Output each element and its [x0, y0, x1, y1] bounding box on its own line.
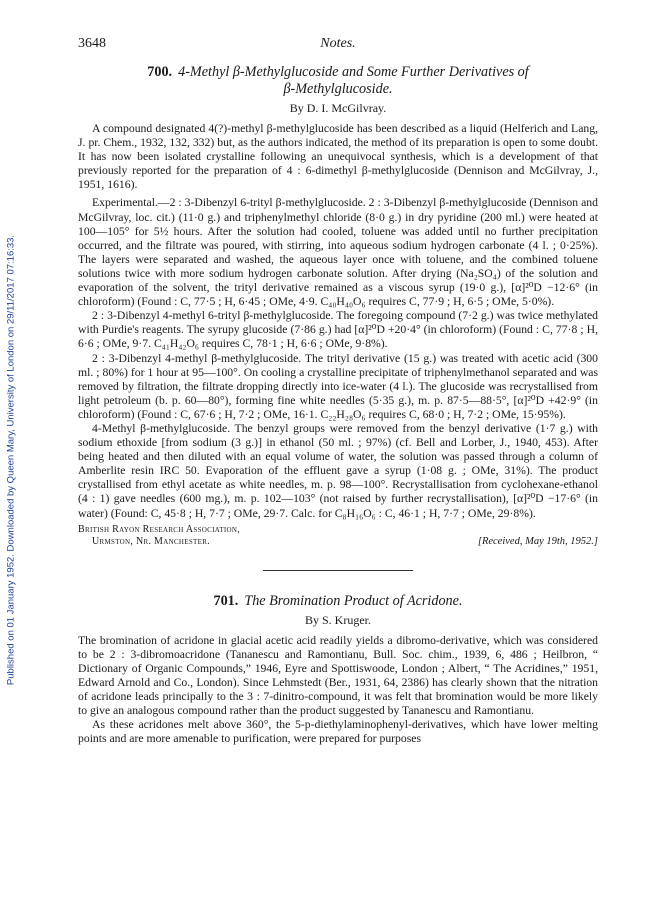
article-701-paragraph: As these acridones melt above 360°, the 5-p-diethylaminophenyl-derivatives, which have lower melting points and are more amenable to purification, were prepared for purposes	[78, 718, 598, 746]
page-number: 3648	[78, 36, 106, 51]
page-header	[78, 36, 598, 58]
article-number: 701.	[213, 592, 239, 609]
article-700-intro: A compound designated 4(?)-methyl β-methylglucoside has been described as a liquid (Helferich and Lang, J. pr. Chem., 1932, 132, 332) but, as the authors indicated, the method of its preparation is open to some doubt. It has now been isolated crystalline following an unequivocal synthesis, which is a development of that previously reported for the preparation of 4 : 6-dimethyl β-methylglucoside (Dennison and McGilvray, J., 1951, 1616).	[78, 122, 598, 192]
side-note-text: Published on 01 January 1952. Downloaded by Queen Mary, University of London on 29/11/2017 07:16:33.	[5, 234, 17, 686]
article-700-byline: By D. I. McGilvray.	[289, 101, 387, 115]
title-line-1: 4-Methyl β-Methylglucoside and Some Further Derivatives of	[178, 64, 529, 80]
received-date: [Received, May 19th, 1952.]	[477, 535, 598, 547]
article-701	[78, 593, 598, 747]
article-701-paragraph: The bromination of acridone in glacial acetic acid readily yields a dibromo-derivative, which was considered to be 2 : 3-dibromoacridone (Tananescu and Ramontianu, Bull. Soc. chim., 1939, 6, 486 ; Heilbron, “ Dictionary of Organic Compounds,” 1946, Eyre and Spottiswoode, London ; Albert, “ The Acridines,” 1951, Edward Arnold and Co., London). Since Lehmstedt (Ber., 1931, 64, 2386) has clearly shown that the nitration of acridone leads principally to the 3 : 7-dinitro-compound, it was felt that bromination would be more likely to give an analogous compound rather than the product suggested by Tananescu and Ramontianu.	[78, 633, 598, 718]
affiliation-location: Urmston, Nr. Manchester.	[92, 535, 210, 547]
experimental-paragraph: 4-Methyl β-methylglucoside. The benzyl groups were removed from the benzyl derivative (1·7 g.) with sodium ethoxide [from sodium (3 g.)] in ethanol (50 ml. ; 97%) (cf. Bell and Lorber, J., 1940, 453). After being heated and then diluted with an equal volume of water, the solution was passed through a column of Amberlite resin IRC 50. Evaporation of the effluent gave a syrup (1·08 g. ; OMe, 31%). The product crystallised from ethyl acetate as white needles, m. p. 98—100°. Recrystallisation from cyclohexane-ethanol (4 : 1) gave needles (600 mg.), m. p. 102—103° (not raised by further recrystallisation), [α]²⁰D −17·6° (in water) (Found: C, 45·8 ; H, 7·7 ; OMe, 29·7. Calc. for C₈H₁₆O₆ : C, 46·1 ; H, 7·7 ; OMe, 29·8%).	[78, 421, 598, 520]
affiliation-block	[78, 524, 598, 548]
article-701-byline: By S. Kruger.	[305, 612, 371, 627]
title-line-2: β-Methylglucoside.	[283, 81, 393, 97]
running-title: Notes.	[320, 36, 356, 51]
experimental-paragraph: 2 : 3-Dibenzyl 4-methyl 6-trityl β-methylglucoside. The foregoing compound (7·2 g.) was twice methylated with Purdie's reagents. The syrupy glucoside (7·86 g.) had [α]²⁰D +20·4° (in chloroform) (Found : C, 77·8 ; H, 6·6 ; OMe, 9·7. C₄₁H₄₂O₆ requires C, 78·1 ; H, 6·6 ; OMe, 9·8%).	[78, 309, 598, 351]
title-text: The Bromination Product of Acridone.	[244, 592, 463, 609]
article-700-title	[78, 64, 598, 98]
page-content	[78, 36, 598, 746]
experimental-paragraph: 2 : 3-Dibenzyl 4-methyl β-methylglucoside. The trityl derivative (15 g.) was treated with acetic acid (300 ml. ; 80%) for 1 hour at 95—100°. On cooling a crystalline precipitate of triphenylmethanol separated and was removed by filtration, the filtrate dropping directly into ice-water (4 l.). The glucoside was recrystallised from light petroleum (b. p. 60—80°), forming fine white needles (5·35 g.), m. p. 87·5—88·5°, [α]²⁰D +42·9° (in chloroform) (Found : C, 67·6 ; H, 7·2 ; OMe, 16·1. C₂₂H₂₈O₆ requires C, 68·0 ; H, 7·2 ; OMe, 15·95%).	[78, 351, 598, 421]
article-700	[78, 64, 598, 548]
article-701-title	[78, 593, 598, 610]
publication-download-note	[4, 60, 18, 860]
experimental-paragraph: Experimental.—2 : 3-Dibenzyl 6-trityl β-methylglucoside. 2 : 3-Dibenzyl β-methylglucoside (Dennison and McGilvray, loc. cit.) (11·0 g.) and triphenylmethyl chloride (8·0 g.) in dry pyridine (200 ml.) were heated at 100—105° for 5½ hours. After the solution had cooled, toluene was added until no further precipitation occurred, and the filtrate was poured, with stirring, into aqueous sodium hydrogen carbonate (4 l. ; 0·25%). The layers were separated and washed, the aqueous layer once with toluene, and the combined toluene solutions twice with more sodium hydrogen carbonate solution. After drying (Na₂SO₄) of the solution and evaporation of the solvent, the trityl derivative remained as a viscous syrup (19·0 g.), [α]²⁰D −12·6° (in chloroform) (Found : C, 77·5 ; H, 6·45 ; OMe, 4·9. C₄₀H₄₀O₆ requires C, 77·9 ; H, 6·5 ; OMe, 5·0%).	[78, 196, 598, 309]
section-divider	[263, 570, 413, 571]
affiliation-organisation: British Rayon Research Association,	[78, 523, 241, 535]
article-number: 700.	[147, 64, 173, 80]
